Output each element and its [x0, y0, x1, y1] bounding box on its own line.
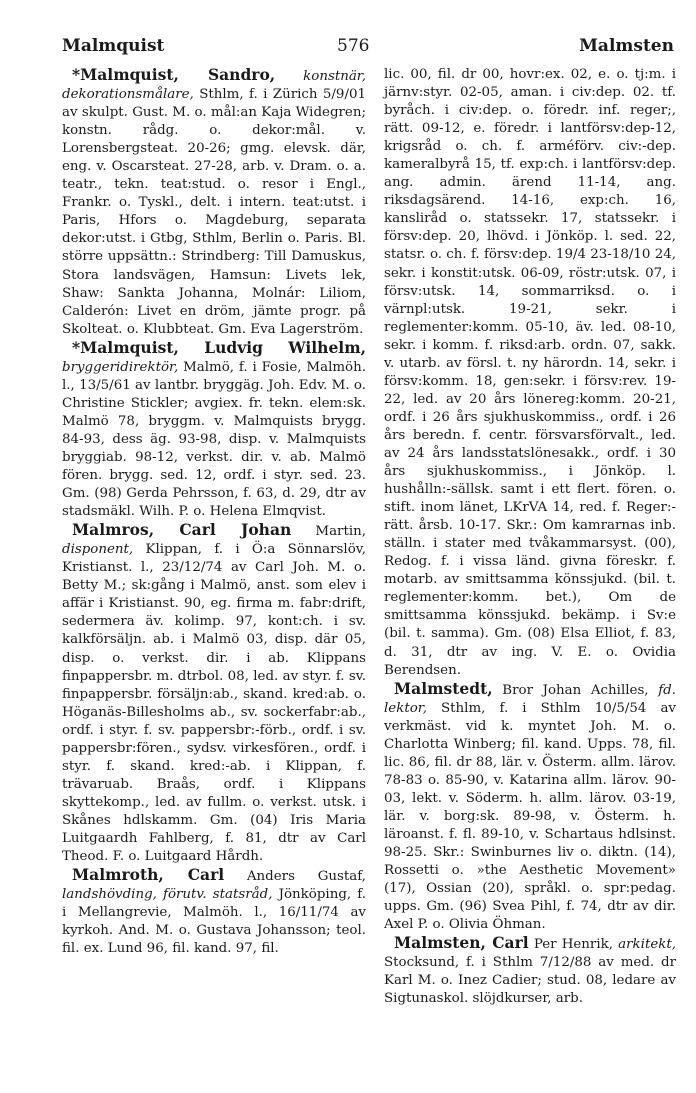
- entry-occupation: bryggeridirektör,: [62, 359, 179, 375]
- entry-name: *Malmquist, Sandro,: [72, 65, 276, 84]
- entry-text: lic. 00, fil. dr 00, hovr:ex. 02, e. o. tj:m. i järnv:styr. 02-05, aman. i civ:dep. 02. tf. byråch. i civ:dep. o. föredr. inf. reger;, rätt. 09-12, e. föredr. i lantförsv:dep-12, krigsråd o. ch. f. arméförv. civ:-dep. kameralbyrå 15, tf. exp:ch. i lantförsv:dep. ang. admin. ärend 11-14, ang. riksdagsärend. 14-16, exp:ch. 16, kansliråd o. statssekr. 17, statssekr. i försv:dep. 20, lhövd. i Jönköp. l. sed. 22, statsr. o. ch. f. försv:dep. 19/4 23-18/10 24, sekr. i konstit:utsk. 06-09, röstr:utsk. 07, i försv:utsk. 14, sommarriksd. o. i värnpl:utsk. 19-21, sekr. i reglementer:komm. 05-10, äv. led. 08-10, sekr. i komm. f. riksd:arb. ordn. 07, sakk. v. utarb. av försl. t. ny härordn. 14, sekr. i försv:komm. 18, gen:sekr. i försv:rev. 19-22, led. av 20 års lönereg:komm. 20-21, ordf. i 26 års sjukhuskommiss., ordf. i 26 års beredn. f. centr. försvarsförvalt., led. av 24 års landsstatslönesakk., ordf. i 30 års sjukhuskommiss., i Jönköp. l. hushålln:-sällsk. samt i ett flert. fören. o. stift. inom länet, LKrVA 14, red. f. Reger:-rätt. årsb. 10-17. Skr.: Om kamrarnas inb. ställn. i stater med tvåkammarsyst. (00), Redog. f. i vissa länd. givna föreskr. f. motarb. av smittsamma könssjukd. (bil. t. reglementer:komm. bet.), Om de smittsamma könssjukd. bekämp. i Sv:e (bil. t. samma). Gm. (08) Elsa Elliot, f. 83, d. 31, dtr av ing. V. E. o. Ovidia Berendsen.: [384, 67, 676, 678]
- entry-text: Stocksund, f. i Sthlm 7/12/88 av med. dr Karl M. o. Inez Cadier; stud. 08, ledare av Sigtunaskol. slöjdkurser, arb.: [384, 955, 676, 1007]
- entry-name: Malmstedt,: [394, 678, 493, 698]
- entry-occupation: landshövding, förutv. statsråd,: [62, 887, 273, 903]
- entry-text: Malmö, f. i Fosie, Malmöh. l., 13/5/61 av lantbr. bryggäg. Joh. Edv. M. o. Christine Stickler; avgiex. fr. tekn. elem:sk. Malmö 78, bryggm. v. Malmquists brygg. 84-93, dess äg. 93-98, disp. v. Malmquists bryggiab. 98-12, verkst. dir. v. ab. Malmö fören. brygg. sed. 12, ordf. i styr. sed. 23. Gm. (98) Gerda Pehrsson, f. 63, d. 29, dtr av stadsmäkl. Wilh. P. o. Helena Elmqvist.: [62, 359, 366, 520]
- header-left-guideword: Malmquist: [62, 36, 165, 56]
- header-right-guideword: Malmsten: [579, 36, 674, 56]
- entry-malmstedt-bror: [384, 680, 676, 935]
- entry-occupation: disponent,: [62, 542, 134, 558]
- running-header: [62, 36, 674, 62]
- entry-malmroth-continuation: [384, 66, 676, 680]
- entry-malmroth-carl: [62, 866, 366, 958]
- entry-malmsten-carl: [384, 934, 676, 1008]
- entry-text: Sthlm, f. i Sthlm 10/5/54 av verkmäst. vid k. myntet Joh. M. o. Charlotta Winberg; fil. kand. Upps. 78, fil. lic. 86, fil. dr 88, lär. v. Österm. allm. lärov. 78-83 o. 85-90, v. Katarina allm. lärov. 90-03, lekt. v. Söderm. h. allm. lärov. 03-19, lär. v. borg:sk. 89-98, v. Österm. h. läroanst. f. fl. 89-10, v. Schartaus hdlsinst. 98-25. Skr.: Swinburnes liv o. diktn. (14), Rossetti o. »the Aesthetic Movement» (17), Ossian (20), språkl. o. spr:pedag. upps. Gm. (96) Svea Pihl, f. 74, dtr av dir. Axel P. o. Olivia Öhman.: [384, 700, 676, 933]
- entry-name: *Malmquist, Ludvig Wilhelm,: [72, 337, 366, 357]
- right-column: [384, 66, 676, 1008]
- entry-text: Klippan, f. i Ö:a Sönnarslöv, Kristianst. l., 23/12/74 av Carl Joh. M. o. Betty M.; sk:gång i Malmö, anst. som elev i affär i Kristianst. 90, eg. firma m. fabr:drift, sedermera äv. kolimp. 97, kont:ch. i sv. kalkförsäljn. ab. i Malmö 03, disp. där 05, disp. o. verkst. dir. i ab. Klippans finpappersbr. m. dtrbol. 08, led. av styr. f. sv. finpappersbr. försäljn:ab., skand. kred:ab. o. Höganäs-Billesholms ab., sv. sockerfabr:ab., ordf. i styr. f. sv. pappersbr:-förb., ordf. i sv. pappersbr:fören., sydsv. virkesfören., ordf. i styr. f. skand. kred:-ab. i Klippan, f. trävaruab. Braås, ordf. i Klippans skyttekomp., led. av fullm. o. verkst. utsk. i Skånes hdlskamm. Gm. (04) Iris Maria Luitgaardh Fahlberg, f. 81, dtr av Carl Theod. F. o. Luitgaard Hårdh.: [62, 542, 366, 865]
- entry-given-names: Martin,: [315, 524, 366, 540]
- entry-given-names: Anders Gustaf,: [246, 869, 366, 885]
- entry-malmquist-sandro: [62, 66, 366, 339]
- entry-name: Malmros, Carl Johan: [72, 520, 292, 540]
- entry-occupation: konstnär, dekorationsmålare,: [62, 69, 366, 103]
- entry-malmquist-ludvig: [62, 339, 366, 521]
- entry-given-names: Per Henrik,: [533, 937, 613, 953]
- entry-occupation: arkitekt,: [618, 937, 677, 953]
- entry-name: Malmsten, Carl: [394, 933, 529, 953]
- entry-occupation: fd. lektor,: [384, 682, 676, 716]
- page-number: 576: [337, 36, 370, 56]
- entry-given-names: Bror Johan Achilles,: [502, 682, 649, 698]
- entry-malmros-carl: [62, 521, 366, 866]
- entry-name: Malmroth, Carl: [72, 865, 225, 885]
- left-column: [62, 66, 366, 958]
- entry-text: Sthlm, f. i Zürich 5/9/01 av skulpt. Gust. M. o. mål:an Kaja Widegren; konstn. rådg. o. dekor:mål. v. Lorensbergsteat. 20-26; gmg. elevsk. där, eng. v. Oscarsteat. 27-28, arb. v. Dram. o. a. teatr., tekn. teat:stud. o. resor i Engl., Frankr. o. Tyskl., delt. i intern. teat:utst. i Paris, Hfors o. Magdeburg, separata dekor:utst. i Gtbg, Sthlm, Berlin o. Paris. Bl. större uppsättn.: Strindberg: Till Damuskus, Stora landsvägen, Hamsun: Livets lek, Shaw: Sankta Johanna, Molnár: Liliom, Calderón: Livet en dröm, jämte progr. på Skolteat. o. Klubbteat. Gm. Eva Lagerström.: [62, 87, 366, 337]
- entry-text: Jönköping, f. i Mellangrevie, Malmöh. l., 16/11/74 av kyrkoh. And. M. o. Gustava Johansson; teol. fil. ex. Lund 96, fil. kand. 97, fil.: [62, 887, 366, 957]
